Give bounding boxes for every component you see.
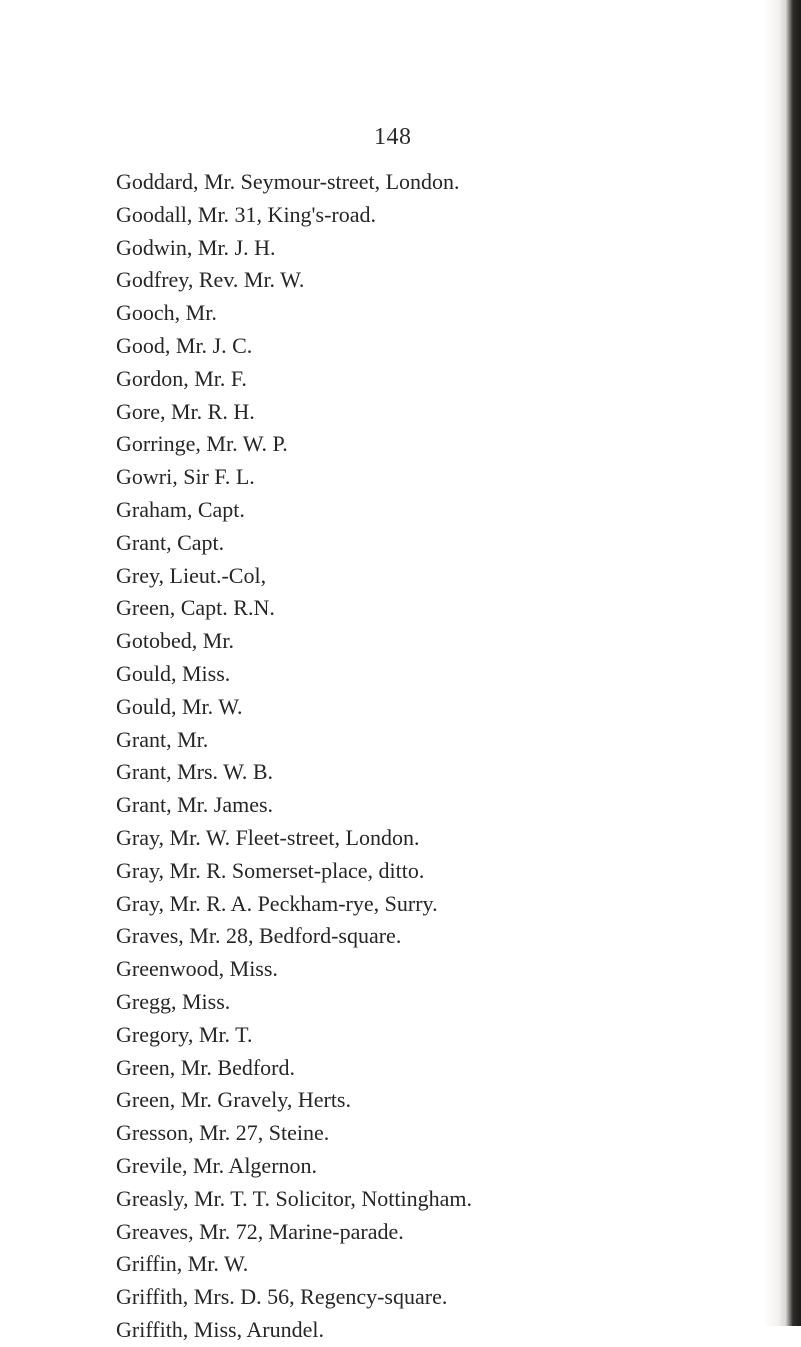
list-item: Gorringe, Mr. W. P.: [116, 431, 288, 457]
book-binding-edge: [785, 0, 801, 1326]
list-item: Graham, Capt.: [116, 496, 245, 522]
list-item: Gregory, Mr. T.: [116, 1021, 253, 1047]
list-item: Gray, Mr. R. A. Peckham-rye, Surry.: [116, 890, 438, 916]
list-item: Godwin, Mr. J. H.: [116, 234, 276, 260]
list-item: Greenwood, Miss.: [116, 956, 278, 982]
list-item: Grey, Lieut.-Col,: [116, 562, 267, 588]
list-item: Grant, Mr. James.: [116, 792, 274, 818]
list-item: Griffin, Mr. W.: [116, 1251, 249, 1277]
list-item: Gooch, Mr.: [116, 300, 217, 326]
list-item: Gould, Mr. W.: [116, 693, 243, 719]
list-item: Gregg, Miss.: [116, 988, 231, 1014]
list-item: Gotobed, Mr.: [116, 628, 234, 654]
page-number: 148: [374, 124, 412, 150]
list-item: Grevile, Mr. Algernon.: [116, 1152, 318, 1178]
list-item: Grant, Capt.: [116, 529, 225, 555]
list-item: Gowri, Sir F. L.: [116, 464, 255, 490]
list-item: Gray, Mr. W. Fleet-street, London.: [116, 824, 420, 850]
list-item: Greasly, Mr. T. T. Solicitor, Nottingham.: [116, 1185, 472, 1211]
list-item: Gordon, Mr. F.: [116, 365, 247, 391]
name-list: [116, 166, 472, 1347]
page-edge-shadow: [763, 0, 785, 1326]
list-item: Graves, Mr. 28, Bedford-square.: [116, 923, 402, 949]
list-item: Grant, Mr.: [116, 726, 209, 752]
list-item: Goodall, Mr. 31, King's-road.: [116, 201, 376, 227]
list-item: Godfrey, Rev. Mr. W.: [116, 267, 305, 293]
list-item: Gore, Mr. R. H.: [116, 398, 255, 424]
list-item: Gould, Miss.: [116, 660, 231, 686]
list-item: Good, Mr. J. C.: [116, 332, 253, 358]
list-item: Green, Capt. R.N.: [116, 595, 275, 621]
list-item: Greaves, Mr. 72, Marine-parade.: [116, 1218, 404, 1244]
list-item: Green, Mr. Gravely, Herts.: [116, 1087, 351, 1113]
list-item: Griffith, Mrs. D. 56, Regency-square.: [116, 1284, 448, 1310]
list-item: Goddard, Mr. Seymour-street, London.: [116, 169, 460, 194]
list-item: Gresson, Mr. 27, Steine.: [116, 1120, 330, 1146]
list-item: Green, Mr. Bedford.: [116, 1054, 296, 1080]
list-item: Griffith, Miss, Arundel.: [116, 1316, 324, 1342]
list-item: Gray, Mr. R. Somerset-place, ditto.: [116, 857, 425, 883]
list-item: Grant, Mrs. W. B.: [116, 759, 274, 785]
